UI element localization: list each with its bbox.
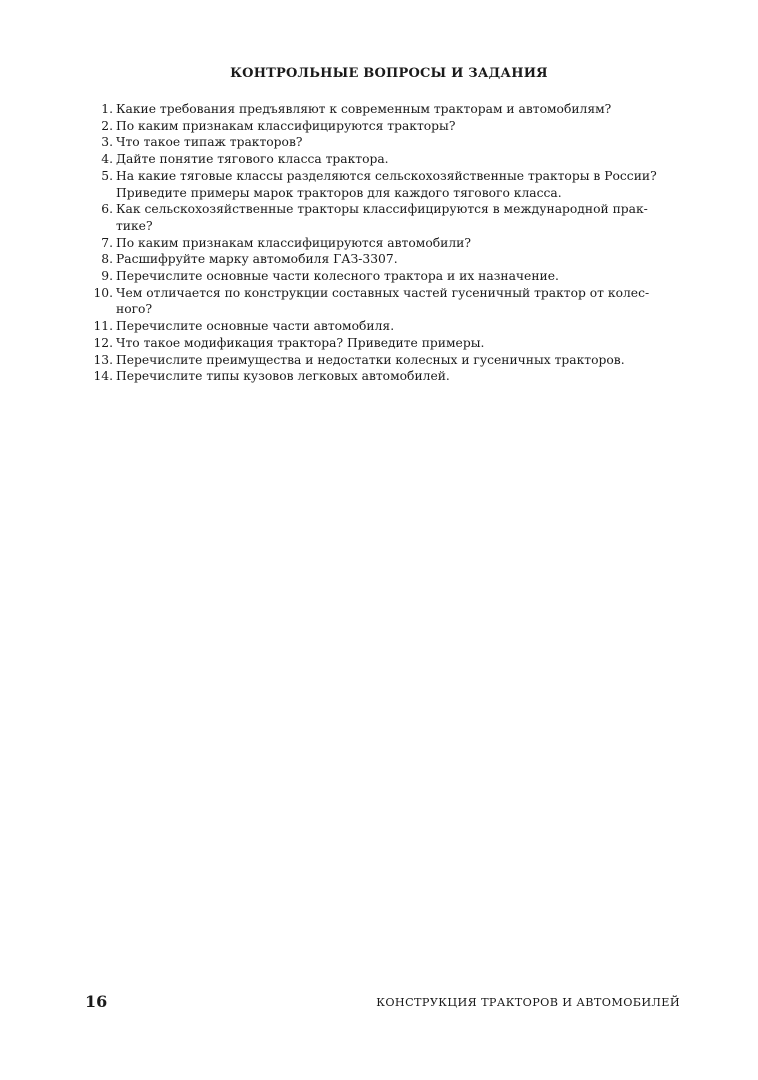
question-text: Дайте понятие тягового класса трактора. [116, 152, 389, 167]
question-item [86, 352, 682, 369]
question-item [86, 251, 682, 268]
question-text: Перечислите основные части колесного трактора и их назначение. [116, 269, 559, 284]
question-number: 9. [101, 269, 113, 284]
question-text: Перечислите преимущества и недостатки колесных и гусеничных тракторов. [116, 352, 625, 367]
question-number: 14. [93, 369, 113, 384]
question-number: 8. [101, 252, 113, 267]
question-item [86, 151, 682, 168]
question-text: Перечислите основные части автомобиля. [116, 319, 395, 334]
question-text: Что такое типаж тракторов? [116, 135, 303, 150]
question-item [86, 335, 682, 352]
question-number: 10. [93, 285, 113, 300]
question-number: 5. [101, 168, 113, 183]
question-item [86, 268, 682, 285]
page-number: 16 [85, 992, 108, 1011]
question-item [86, 235, 682, 252]
running-title: КОНСТРУКЦИЯ ТРАКТОРОВ И АВТОМОБИЛЕЙ [376, 996, 680, 1009]
question-number: 6. [101, 202, 113, 217]
question-text: По каким признакам классифицируются автомобили? [116, 235, 471, 250]
question-text: Какие требования предъявляют к современным тракторам и автомобилям? [116, 102, 612, 116]
question-text-continuation: Приведите примеры марок тракторов для каждого тягового класса. [116, 185, 562, 200]
question-number: 2. [101, 118, 113, 133]
question-text-continuation: ного? [116, 302, 153, 317]
question-number: 11. [93, 319, 113, 334]
question-text: По каким признакам классифицируются тракторы? [116, 118, 456, 133]
question-number: 7. [101, 235, 113, 250]
question-text: Расшифруйте марку автомобиля ГАЗ-3307. [116, 252, 398, 267]
question-item [86, 201, 682, 234]
question-item [86, 118, 682, 135]
questions-list [86, 101, 682, 385]
question-text: Чем отличается по конструкции составных частей гусеничный трактор от колес- [116, 285, 650, 300]
question-number: 12. [93, 335, 113, 350]
question-item [86, 101, 682, 118]
question-item [86, 134, 682, 151]
question-text: Как сельскохозяйственные тракторы классифицируются в международной прак- [116, 202, 648, 217]
question-number: 1. [101, 102, 113, 116]
question-number: 3. [101, 135, 113, 150]
question-text: Что такое модификация трактора? Приведите примеры. [116, 335, 485, 350]
question-text: На какие тяговые классы разделяются сельскохозяйственные тракторы в России? [116, 168, 657, 183]
question-item [86, 285, 682, 318]
question-text-continuation: тике? [116, 218, 153, 233]
question-item [86, 318, 682, 335]
question-text: Перечислите типы кузовов легковых автомобилей. [116, 369, 450, 384]
question-number: 4. [101, 152, 113, 167]
question-item [86, 168, 682, 201]
question-number: 13. [93, 352, 113, 367]
section-heading: КОНТРОЛЬНЫЕ ВОПРОСЫ И ЗАДАНИЯ [230, 66, 548, 81]
question-item [86, 368, 682, 385]
